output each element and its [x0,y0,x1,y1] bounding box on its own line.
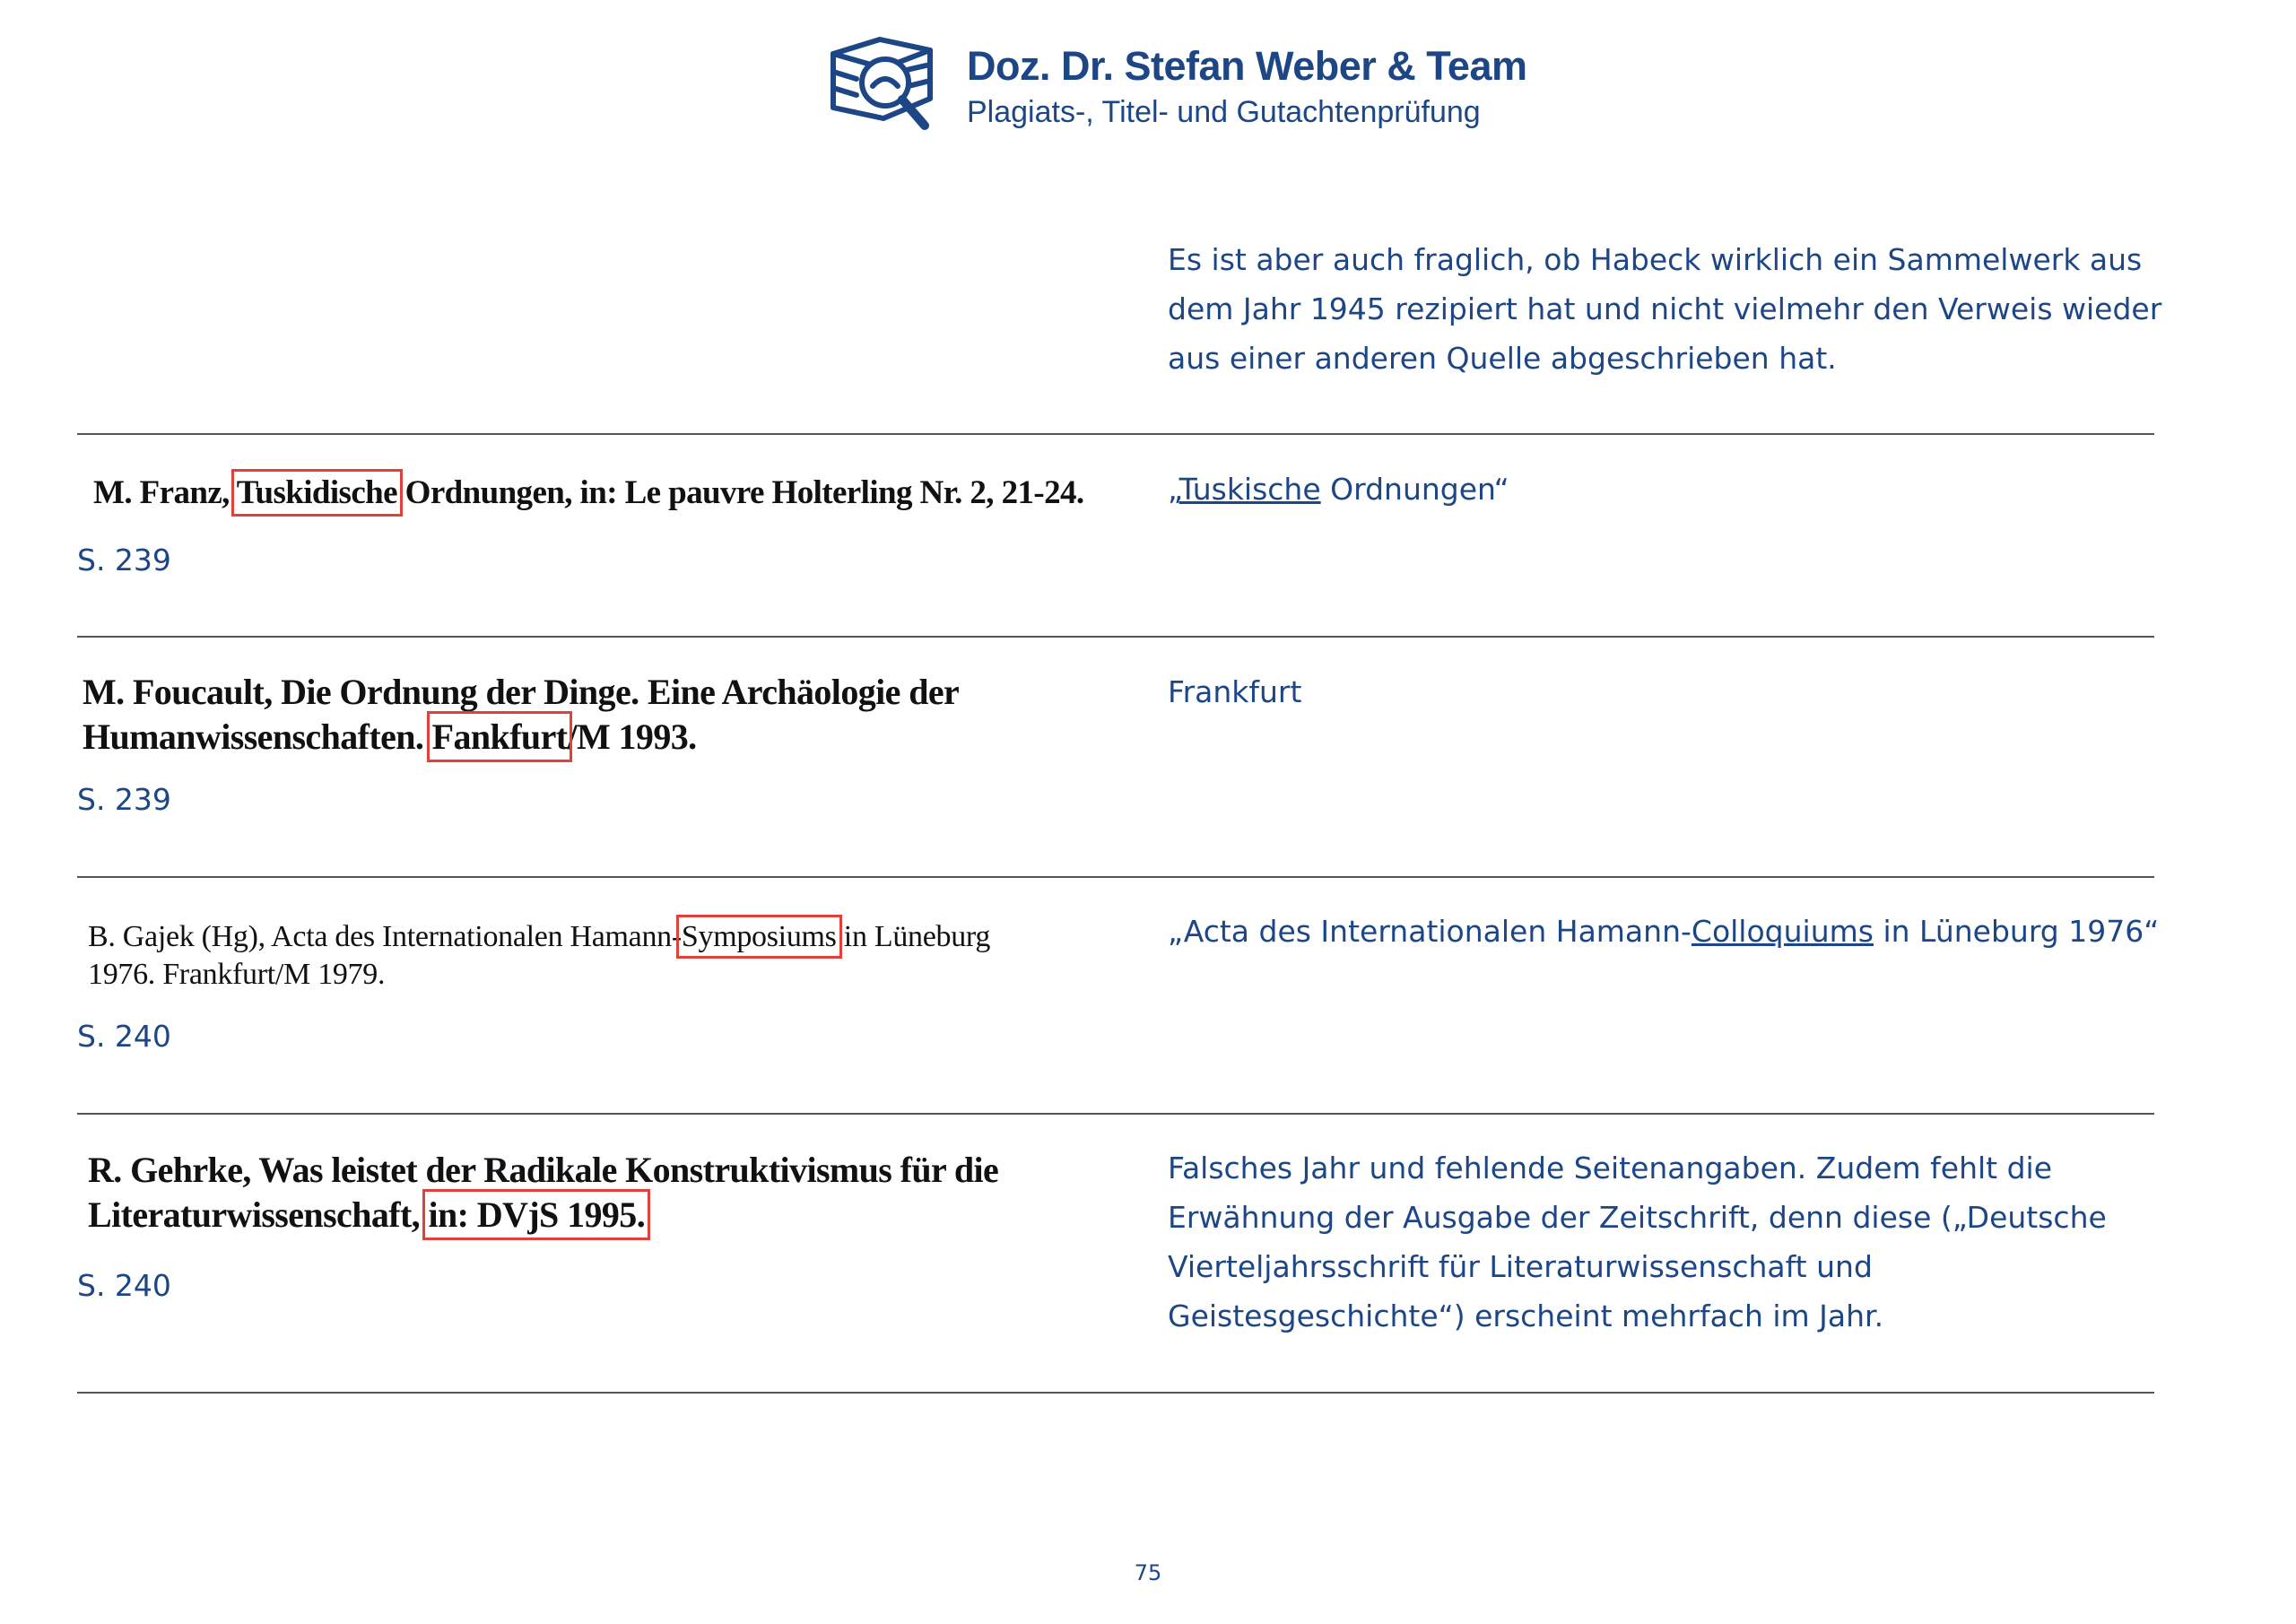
scan-line [88,956,990,994]
page-number: 75 [1134,1560,1162,1585]
intro-paragraph: Es ist aber auch fraglich, ob Habeck wirklich ein Sammelwerk aus dem Jahr 1945 rezipiert hat und nicht vielmehr den Verweis wieder aus einer anderen Quelle abgeschrieben hat. [1168,242,2162,376]
scan-line [88,1193,998,1238]
page-reference: S. 240 [77,1268,171,1303]
scan-text: M. Franz, [93,474,237,511]
comment-4: Falsches Jahr und fehlende Seitenangaben. Zudem fehlt die Erwähnung der Ausgabe der Zeitschrift, denn diese („Deutsche Vierteljahrsschrift für Literaturwissenschaft und Geistesgeschichte“) erscheint mehrfach im Jahr. [1168,1151,2107,1333]
page-reference: S. 239 [77,782,171,817]
comment-1 [1168,465,2172,514]
brand-title: Doz. Dr. Stefan Weber & Team [967,43,1527,89]
brand-subtitle: Plagiats-, Titel- und Gutachtenprüfung [967,95,1481,129]
scan-text: 1976. Frankfurt/M 1979. [88,958,386,991]
scan-text: Literaturwissenschaft, [88,1194,429,1235]
row-divider [77,876,2154,878]
row-divider [77,636,2154,638]
highlight-box: in: DVjS 1995. [428,1194,646,1235]
comment-2 [1168,667,2172,716]
comment-text: Frankfurt [1168,674,1302,709]
highlight-box: Tuskidische [236,474,397,511]
book-magnifier-icon [830,36,944,136]
comment-text: „Acta des Internationalen Hamann- [1168,914,1692,949]
row-divider [77,1113,2154,1115]
scan-line [88,918,990,956]
scan-text: Ordnungen, in: Le pauvre Holterling Nr. 2, 21-24. [396,474,1084,511]
scan-line [93,473,1084,513]
comment-text: in Lüneburg 1976“ [1873,914,2160,949]
comment-text: Ordnungen“ [1320,472,1509,507]
scan-text: /M 1993. [567,716,697,757]
comment-underlined-term: Colloquiums [1691,914,1874,949]
highlight-box: Fankfurt [431,716,568,757]
scan-line [83,670,959,715]
scan-text: in Lüneburg [836,920,991,953]
scan-line [83,715,959,760]
scan-excerpt-3 [88,918,990,994]
header [830,36,1527,139]
scan-text: Humanwissenschaften. [83,716,432,757]
row-divider [77,1392,2154,1394]
scan-excerpt-1 [93,473,1084,513]
comment-underlined-term: Tuskische [1178,472,1321,507]
scan-text: R. Gehrke, Was leistet der Radikale Konstruktivismus für die [88,1150,999,1190]
row-divider [77,433,2154,435]
scan-text: M. Foucault, Die Ordnung der Dinge. Eine Archäologie der [83,672,960,712]
page-reference: S. 239 [77,543,171,578]
scan-excerpt-4 [88,1148,998,1238]
highlight-box: Symposiums [681,920,837,953]
scan-excerpt-2 [83,670,959,760]
comment-text: „ [1168,472,1179,507]
comment-3 [1168,907,2172,956]
page-reference: S. 240 [77,1019,171,1054]
scan-line [88,1148,998,1193]
scan-text: B. Gajek (Hg), Acta des Internationalen Hamann- [88,920,682,953]
